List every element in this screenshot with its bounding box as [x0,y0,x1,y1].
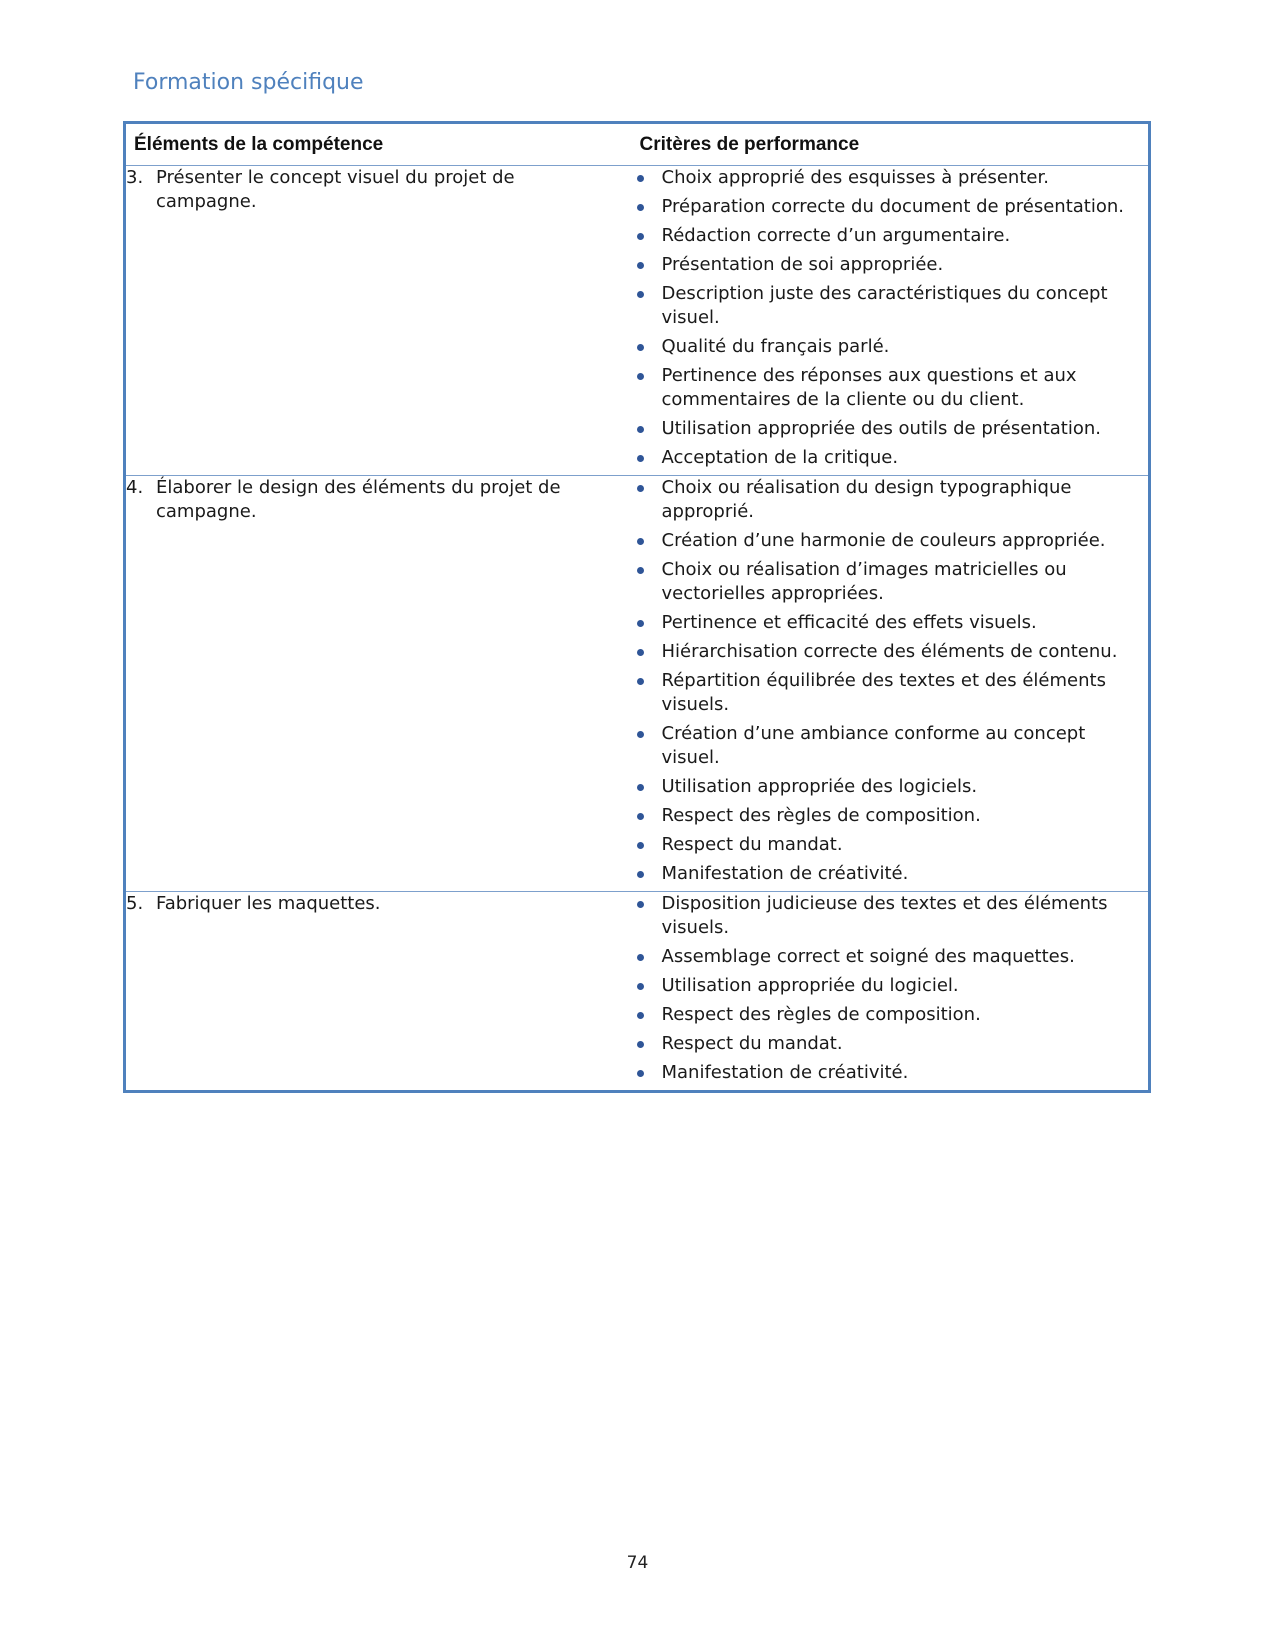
bullet-icon [632,476,662,524]
bullet-icon [632,669,662,717]
criterion-text: Disposition judicieuse des textes et des éléments visuels. [661,893,1108,938]
bullet-icon [632,195,662,219]
element-item [126,892,632,916]
bullet-icon [632,1061,662,1085]
criteria-list [632,892,1149,1085]
list-item [632,417,1149,441]
criterion-text: Création d’une ambiance conforme au concept visuel. [661,723,1086,768]
criterion-text: Manifestation de créativité. [661,1062,909,1083]
bullet-icon [632,558,662,606]
list-item [632,945,1149,969]
bullet-icon [632,775,662,799]
bullet-icon [632,1003,662,1027]
bullet-icon [632,364,662,412]
bullet-icon [632,446,662,470]
criterion-text: Description juste des caractéristiques du concept visuel. [661,283,1108,328]
list-item [632,722,1149,770]
bullet-icon [632,417,662,441]
criterion-text: Respect des règles de composition. [661,805,981,826]
criterion-text: Présentation de soi appropriée. [661,254,944,275]
criteria-list [632,476,1149,886]
list-item [632,282,1149,330]
list-item [632,1003,1149,1027]
element-text: Présenter le concept visuel du projet de campagne. [156,167,515,212]
list-item [632,640,1149,664]
list-item [632,253,1149,277]
criterion-text: Répartition équilibrée des textes et des éléments visuels. [661,670,1106,715]
criterion-text: Choix approprié des esquisses à présenter. [661,167,1049,188]
list-item [632,775,1149,799]
criterion-text: Création d’une harmonie de couleurs appropriée. [661,530,1106,551]
bullet-icon [632,892,662,940]
bullet-icon [632,529,662,553]
criterion-text: Respect du mandat. [661,1033,843,1054]
list-item [632,364,1149,412]
criterion-text: Respect des règles de composition. [661,1004,981,1025]
element-cell [125,892,632,1092]
criterion-text: Pertinence des réponses aux questions et aux commentaires de la cliente ou du client. [661,365,1077,410]
bullet-icon [632,833,662,857]
bullet-icon [632,282,662,330]
criterion-text: Utilisation appropriée des outils de présentation. [661,418,1101,439]
list-item [632,195,1149,219]
table-body [125,166,1150,1092]
list-item [632,804,1149,828]
criterion-text: Utilisation appropriée du logiciel. [661,975,959,996]
list-item [632,335,1149,359]
element-number: 3. [126,167,144,188]
element-item [126,476,632,524]
bullet-icon [632,862,662,886]
criterion-text: Assemblage correct et soigné des maquettes. [661,946,1075,967]
criterion-text: Choix ou réalisation d’images matricielles ou vectorielles appropriées. [661,559,1067,604]
element-cell [125,166,632,476]
list-item [632,892,1149,940]
element-number: 5. [126,893,144,914]
table-row [125,892,1150,1092]
list-item [632,974,1149,998]
list-item [632,862,1149,886]
table-header-row [125,123,1150,166]
bullet-icon [632,804,662,828]
criterion-text: Préparation correcte du document de présentation. [661,196,1124,217]
bullet-icon [632,974,662,998]
criteria-cell [632,892,1150,1092]
list-item [632,1032,1149,1056]
criterion-text: Pertinence et efficacité des effets visuels. [661,612,1037,633]
bullet-icon [632,945,662,969]
criterion-text: Qualité du français parlé. [661,336,890,357]
list-item [632,476,1149,524]
bullet-icon [632,722,662,770]
list-item [632,166,1149,190]
criterion-text: Hiérarchisation correcte des éléments de contenu. [661,641,1118,662]
criterion-text: Choix ou réalisation du design typographique approprié. [661,477,1072,522]
bullet-icon [632,611,662,635]
criteria-list [632,166,1149,470]
list-item [632,1061,1149,1085]
criterion-text: Acceptation de la critique. [661,447,899,468]
criteria-cell [632,476,1150,892]
list-item [632,224,1149,248]
element-text: Fabriquer les maquettes. [156,893,381,914]
header-elements: Éléments de la compétence [125,123,632,166]
section-title: Formation spécifique [133,70,364,95]
element-text: Élaborer le design des éléments du projet de campagne. [156,477,561,522]
page-number: 74 [626,1553,649,1573]
bullet-icon [632,224,662,248]
element-number: 4. [126,477,144,498]
element-item [126,166,632,214]
criterion-text: Utilisation appropriée des logiciels. [661,776,978,797]
table-row [125,476,1150,892]
criterion-text: Manifestation de créativité. [661,863,909,884]
list-item [632,529,1149,553]
competence-table [123,121,1151,1093]
bullet-icon [632,253,662,277]
criterion-text: Respect du mandat. [661,834,843,855]
bullet-icon [632,166,662,190]
bullet-icon [632,640,662,664]
list-item [632,833,1149,857]
bullet-icon [632,335,662,359]
header-criteria: Critères de performance [632,123,1150,166]
bullet-icon [632,1032,662,1056]
criterion-text: Rédaction correcte d’un argumentaire. [661,225,1011,246]
list-item [632,669,1149,717]
list-item [632,446,1149,470]
criteria-cell [632,166,1150,476]
table-row [125,166,1150,476]
element-cell [125,476,632,892]
list-item [632,558,1149,606]
list-item [632,611,1149,635]
